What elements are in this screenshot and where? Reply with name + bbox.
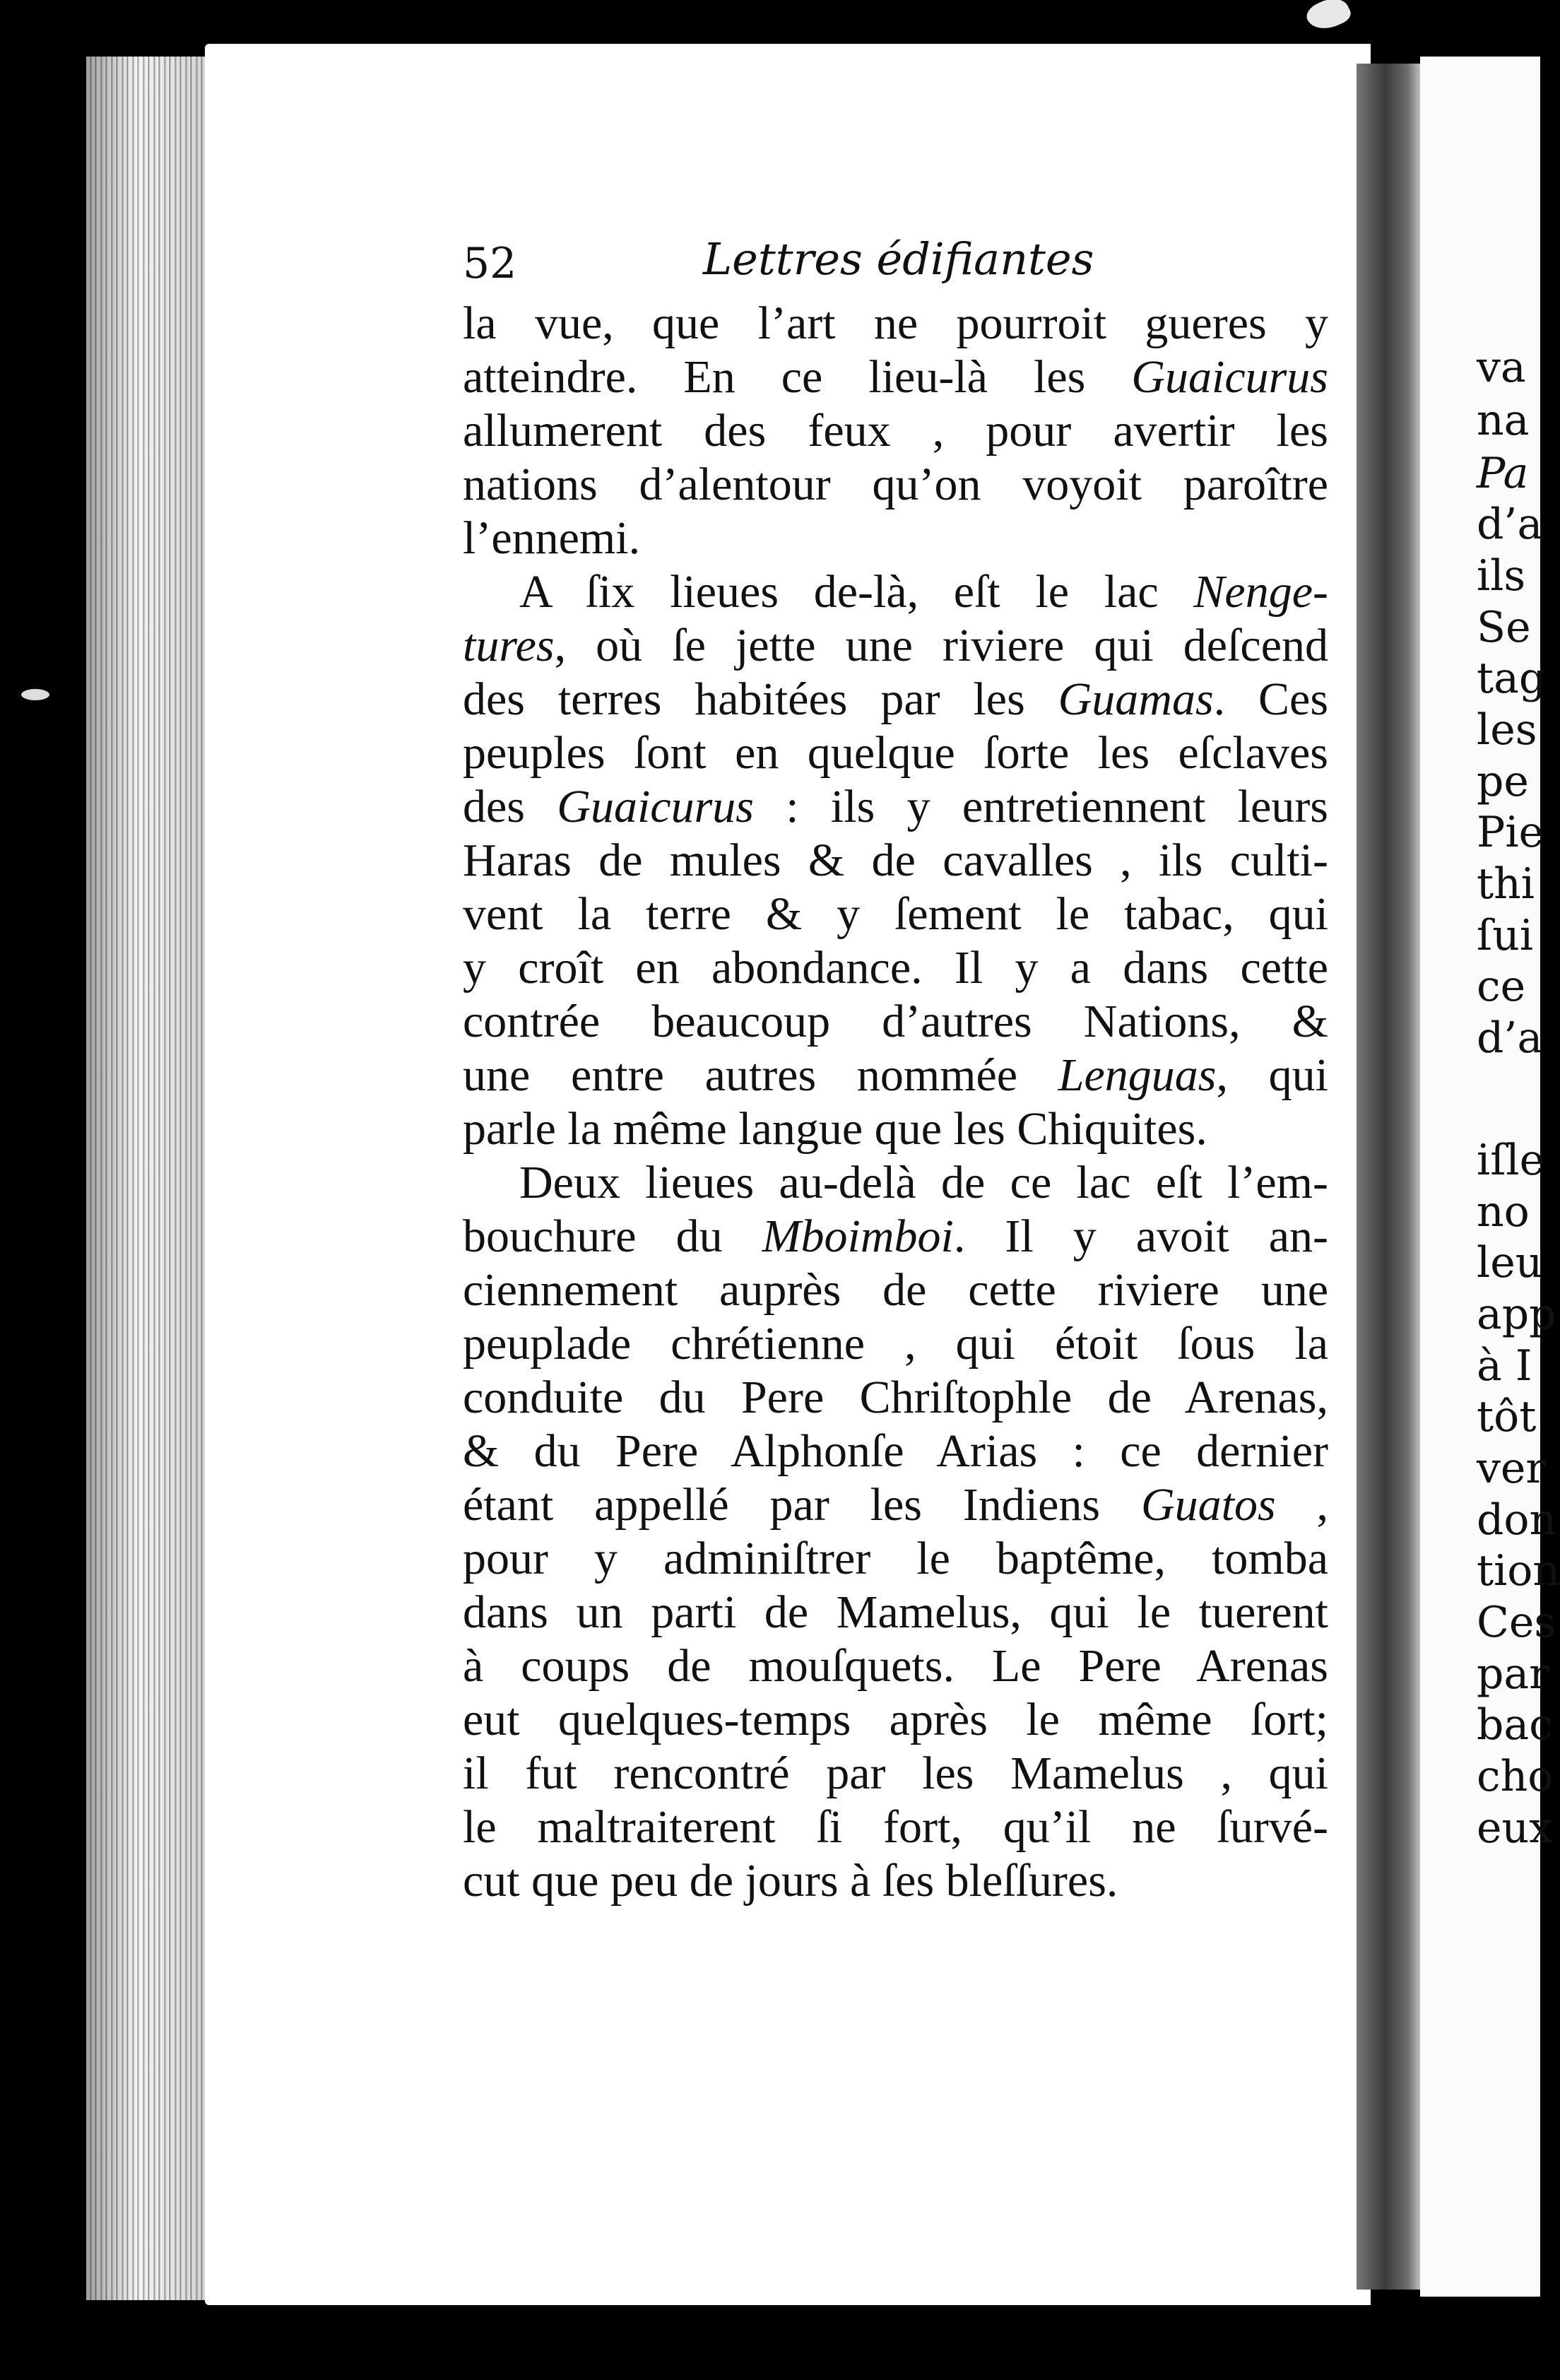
facing-page-fragment: Pa	[1477, 449, 1529, 498]
facing-page-fragment: va	[1477, 343, 1526, 392]
facing-page-fragment: ils	[1477, 551, 1526, 601]
italic-run: Nenge-	[1193, 566, 1328, 618]
text-line	[463, 458, 1328, 512]
text-run: & du Pere Alphonſe Arias : ce dernier	[463, 1425, 1328, 1477]
text-line-content	[463, 350, 1328, 404]
italic-run: Guamas	[1058, 673, 1214, 725]
facing-page-fragment: d’a	[1477, 1013, 1543, 1063]
text-line-content	[463, 1532, 1328, 1586]
text-line	[463, 673, 1328, 726]
text-line-content	[519, 565, 1328, 619]
thumb-smudge	[1303, 0, 1353, 36]
text-line	[463, 726, 1328, 780]
running-title: Lettres édifiantes	[703, 233, 1094, 285]
text-line	[463, 350, 1328, 404]
text-run: vent la terre & y ſement le tabac, qui	[463, 888, 1328, 940]
text-line-content	[463, 780, 1328, 834]
facing-page-fragment: bac	[1477, 1700, 1553, 1750]
text-line	[463, 1801, 1328, 1854]
text-run: à coups de mouſquets. Le Pere Arenas	[463, 1640, 1328, 1692]
facing-page-fragment: tion	[1477, 1546, 1560, 1596]
text-run: il fut rencontré par les Mamelus , qui	[463, 1748, 1328, 1799]
body-text	[463, 297, 1328, 1908]
text-line-content	[463, 834, 1328, 888]
italic-run: Guaicurus	[557, 781, 754, 832]
italic-run: Guatos	[1140, 1479, 1276, 1531]
facing-page-fragment: leu	[1477, 1238, 1543, 1288]
text-line-content	[463, 1639, 1328, 1693]
text-line	[463, 512, 1328, 565]
facing-page-fragment: ſui	[1477, 911, 1534, 960]
text-line-content	[463, 1049, 1328, 1102]
text-line	[463, 780, 1328, 834]
text-run: bouchure du	[463, 1210, 762, 1262]
text-run: cut que peu de jours à ſes bleſſures.	[463, 1855, 1118, 1907]
text-line	[463, 1102, 1328, 1156]
facing-page-fragment: par	[1477, 1649, 1549, 1699]
text-line	[463, 1156, 1328, 1210]
text-line	[463, 619, 1328, 673]
text-line-content	[463, 1478, 1328, 1532]
text-line-content	[463, 673, 1328, 726]
text-run: contrée beaucoup d’autres Nations, &	[463, 996, 1328, 1047]
text-line-content	[463, 941, 1328, 995]
text-line-content	[463, 888, 1328, 941]
text-line	[463, 1425, 1328, 1478]
text-line	[463, 1693, 1328, 1747]
text-line-content	[463, 512, 640, 564]
text-line	[463, 1263, 1328, 1317]
text-run: l’ennemi.	[463, 512, 641, 564]
text-line	[463, 995, 1328, 1049]
text-line	[463, 1371, 1328, 1425]
text-line	[463, 1532, 1328, 1586]
text-run: Haras de mules & de cavalles , ils culti-	[463, 835, 1328, 886]
text-run: : ils y entretiennent leurs	[753, 781, 1328, 832]
facing-page-fragment: thi	[1477, 859, 1535, 909]
text-line	[463, 565, 1328, 619]
facing-page-fragment: eux	[1477, 1803, 1553, 1853]
text-line	[463, 1317, 1328, 1371]
running-head	[463, 233, 1325, 297]
text-run: peuples ſont en quelque ſorte les eſclaves	[463, 727, 1328, 779]
text-line	[463, 834, 1328, 888]
text-line-content	[463, 458, 1328, 512]
facing-page-fragment: pe	[1477, 757, 1529, 806]
text-line	[463, 1639, 1328, 1693]
text-run: étant appellé par les Indiens	[463, 1479, 1141, 1531]
facing-page-fragment: cho	[1477, 1752, 1554, 1801]
facing-page-fragment: d’a	[1477, 500, 1543, 549]
facing-page-fragment: tôt	[1477, 1392, 1537, 1442]
facing-page-fragment: ver	[1477, 1444, 1547, 1493]
text-line-content	[463, 1801, 1328, 1854]
facing-page-fragment: à I	[1477, 1341, 1532, 1391]
text-run: , qui	[1216, 1049, 1329, 1101]
text-run: nations d’alentour qu’on voyoit paroître	[463, 459, 1328, 510]
facing-page-fragment: Ces	[1477, 1598, 1556, 1647]
facing-page-fragment: app	[1477, 1290, 1556, 1339]
facing-page-fragment: les	[1477, 705, 1537, 755]
text-line-content	[463, 726, 1328, 780]
text-run: y croît en abondance. Il y a dans cette	[463, 942, 1328, 994]
italic-run: Guaicurus	[1131, 351, 1328, 403]
italic-run: Lenguas	[1058, 1049, 1217, 1101]
text-run: des	[463, 781, 557, 832]
text-line	[463, 1049, 1328, 1102]
text-line	[463, 941, 1328, 995]
text-run: une entre autres nommée	[463, 1049, 1058, 1101]
page-edges-shadow	[86, 57, 213, 2300]
text-line-content	[463, 297, 1328, 350]
text-run: eut quelques-temps après le même ſort;	[463, 1694, 1328, 1745]
text-line-content	[463, 1425, 1328, 1478]
text-run: parle la même langue que les Chiquites.	[463, 1103, 1207, 1155]
text-run: allumerent des feux , pour avertir les	[463, 405, 1328, 456]
text-run: peuplade chrétienne , qui étoit ſous la	[463, 1318, 1328, 1369]
italic-run: Mboimboi	[762, 1210, 954, 1262]
facing-page-fragment: don	[1477, 1495, 1557, 1545]
text-run: le maltraiterent ſi fort, qu’il ne ſurvé-	[463, 1801, 1328, 1853]
text-run: Deux lieues au-delà de ce lac eſt l’em-	[519, 1157, 1328, 1208]
text-run: dans un parti de Mamelus, qui le tuerent	[463, 1586, 1328, 1638]
margin-speck	[21, 689, 49, 700]
text-run: ciennement auprès de cette riviere une	[463, 1264, 1328, 1316]
page-number: 52	[463, 239, 517, 288]
text-line-content	[463, 1586, 1328, 1639]
text-run: pour y adminiſtrer le baptême, tomba	[463, 1533, 1328, 1584]
text-run: des terres habitées par les	[463, 673, 1058, 725]
text-line	[463, 297, 1328, 350]
facing-page-fragment: iſle	[1477, 1136, 1545, 1185]
text-line-content	[463, 404, 1328, 458]
facing-page-fragment: ce	[1477, 962, 1526, 1011]
text-line-content	[463, 619, 1328, 673]
facing-page-fragment: na	[1477, 396, 1530, 445]
text-line	[463, 1586, 1328, 1639]
text-line	[463, 888, 1328, 941]
text-line-content	[463, 1747, 1328, 1801]
text-run: atteindre. En ce lieu-là les	[463, 351, 1132, 403]
facing-page-fragment: tag	[1477, 654, 1547, 703]
text-line	[463, 1854, 1328, 1908]
text-line	[463, 1210, 1328, 1263]
text-line-content	[463, 1693, 1328, 1747]
facing-page-fragment: no	[1477, 1187, 1530, 1237]
text-run: ,	[1275, 1479, 1329, 1531]
text-run: conduite du Pere Chriſtophle de Arenas,	[463, 1372, 1328, 1423]
text-line-content	[463, 1263, 1328, 1317]
facing-page-fragment: Se	[1477, 603, 1531, 652]
text-line-content	[463, 1210, 1328, 1263]
text-line-content	[463, 995, 1328, 1049]
text-line-content	[463, 1317, 1328, 1371]
text-line	[463, 1747, 1328, 1801]
text-line-content	[463, 1371, 1328, 1425]
text-run: la vue, que l’art ne pourroit gueres y	[463, 298, 1328, 349]
book-gutter	[1357, 64, 1420, 2290]
text-run: . Il y avoit an-	[953, 1210, 1328, 1262]
text-line-content	[519, 1156, 1328, 1210]
text-line	[463, 404, 1328, 458]
text-line-content	[463, 1103, 1207, 1155]
facing-page-fragment: Pie	[1477, 808, 1544, 857]
italic-run: tures	[463, 620, 555, 671]
text-line	[463, 1478, 1328, 1532]
text-run: , où ſe jette une riviere qui deſcend	[554, 620, 1328, 671]
text-run: A ſix lieues de-là, eſt le lac	[519, 566, 1194, 618]
text-line-content	[463, 1855, 1118, 1907]
text-run: . Ces	[1213, 673, 1329, 725]
